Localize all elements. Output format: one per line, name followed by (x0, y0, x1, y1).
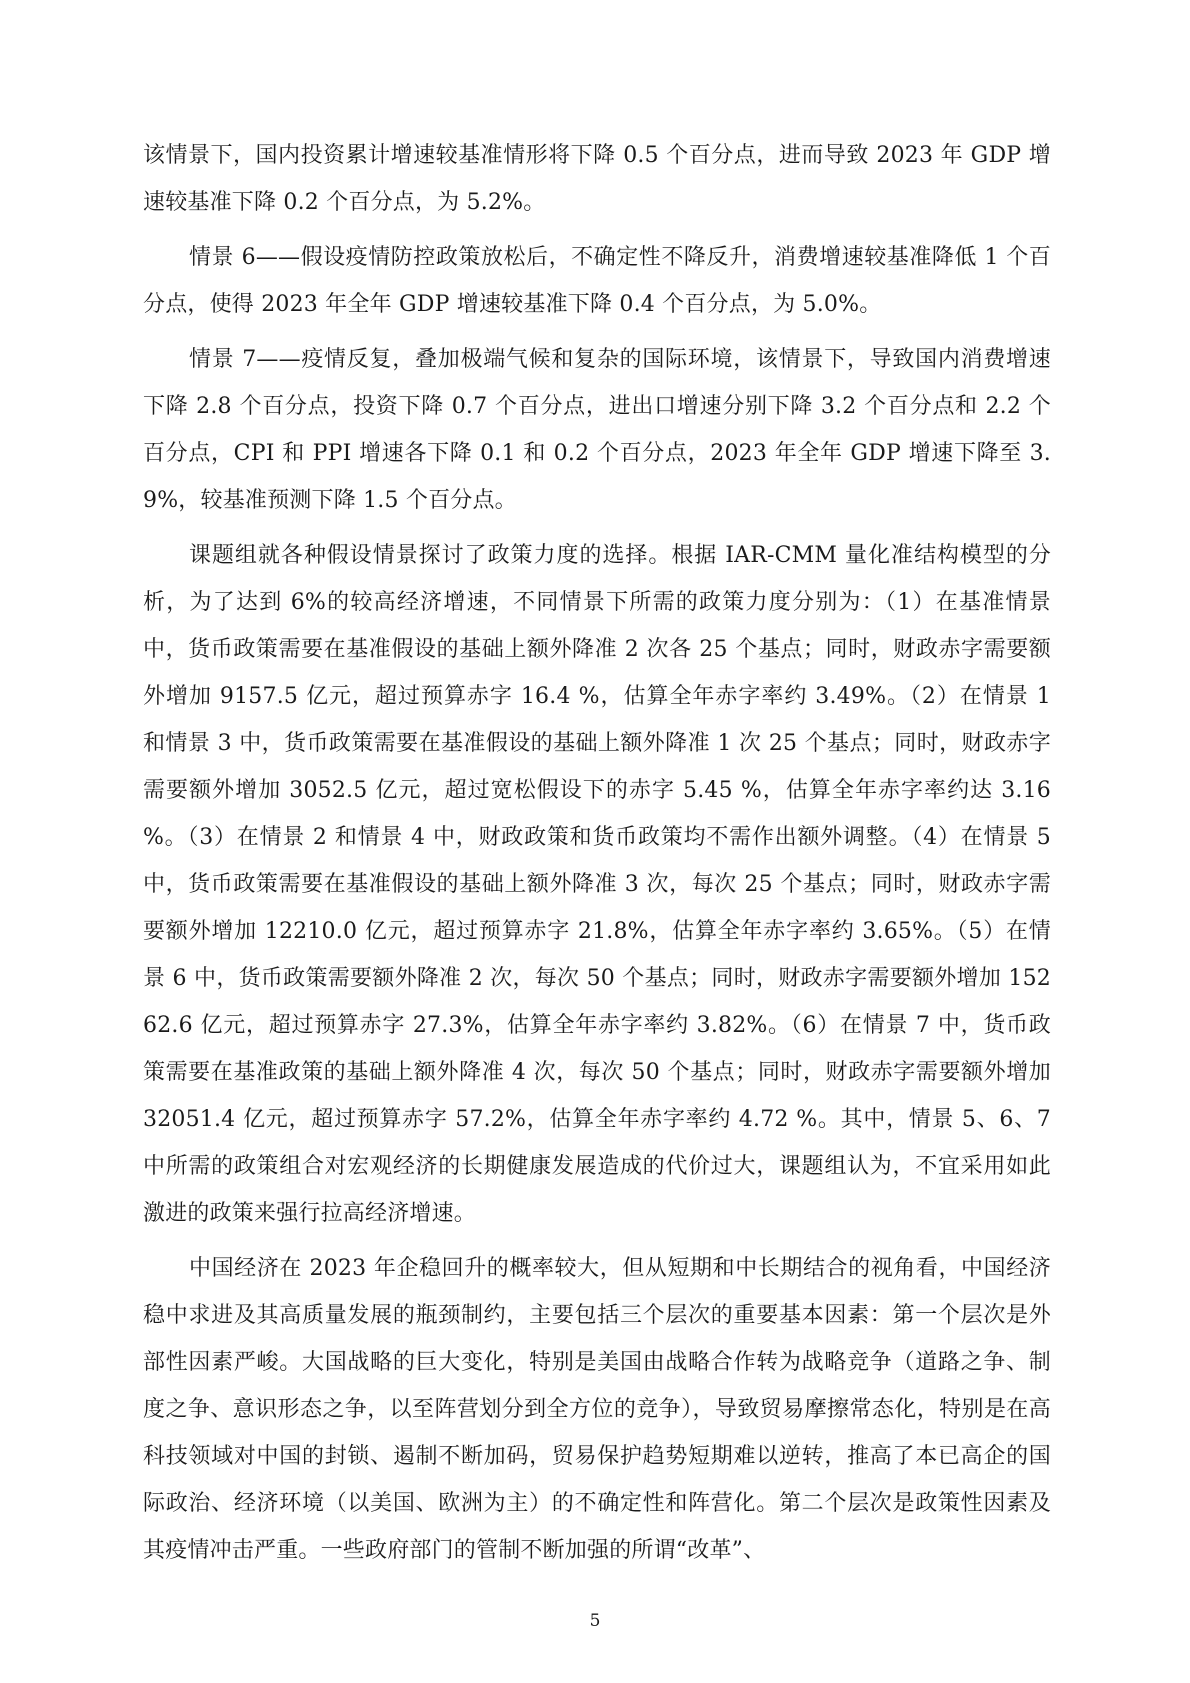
paragraph-scenario-7: 情景 7——疫情反复，叠加极端气候和复杂的国际环境，该情景下，导致国内消费增速下降 2.8 个百分点，投资下降 0.7 个百分点，进出口增速分别下降 3.2 个百分点和 2.2 个百分点，CPI 和 PPI 增速各下降 0.1 和 0.2 个百分点，2023 年全年 GDP 增速下降至 3.9%，较基准预测下降 1.5 个百分点。 (143, 347, 1051, 513)
paragraph-scenario-6: 情景 6——假设疫情防控政策放松后，不确定性不降反升，消费增速较基准降低 1 个百分点，使得 2023 年全年 GDP 增速较基准下降 0.4 个百分点，为 5.0%。 (143, 245, 1051, 317)
paragraph-economic-outlook: 中国经济在 2023 年企稳回升的概率较大，但从短期和中长期结合的视角看，中国经济稳中求进及其高质量发展的瓶颈制约，主要包括三个层次的重要基本因素：第一个层次是外部性因素严峻。大国战略的巨大变化，特别是美国由战略合作转为战略竞争（道路之争、制度之争、意识形态之争，以至阵营划分到全方位的竞争），导致贸易摩擦常态化，特别是在高科技领域对中国的封锁、遏制不断加码，贸易保护趋势短期难以逆转，推高了本已高企的国际政治、经济环境（以美国、欧洲为主）的不确定性和阵营化。第二个层次是政策性因素及其疫情冲击严重。一些政府部门的管制不断加强的所谓“改革”、 (143, 1256, 1051, 1563)
page-number: 5 (589, 1611, 601, 1631)
paragraph-continuation: 该情景下，国内投资累计增速较基准情形将下降 0.5 个百分点，进而导致 2023 年 GDP 增速较基准下降 0.2 个百分点，为 5.2%。 (143, 143, 1051, 215)
body-text (143, 132, 1051, 1582)
paragraph-policy-analysis: 课题组就各种假设情景探讨了政策力度的选择。根据 IAR-CMM 量化准结构模型的分析，为了达到 6%的较高经济增速，不同情景下所需的政策力度分别为：（1）在基准情景中，货币政策需要在基准假设的基础上额外降准 2 次各 25 个基点；同时，财政赤字需要额外增加 9157.5 亿元，超过预算赤字 16.4 %，估算全年赤字率约 3.49%。（2）在情景 1 和情景 3 中，货币政策需要在基准假设的基础上额外降准 1 次 25 个基点；同时，财政赤字需要额外增加 3052.5 亿元，超过宽松假设下的赤字 5.45 %，估算全年赤字率约达 3.16 %。（3）在情景 2 和情景 4 中，财政政策和货币政策均不需作出额外调整。（4）在情景 5 中，货币政策需要在基准假设的基础上额外降准 3 次，每次 25 个基点；同时，财政赤字需要额外增加 12210.0 亿元，超过预算赤字 21.8%，估算全年赤字率约 3.65%。（5）在情景 6 中，货币政策需要额外降准 2 次，每次 50 个基点；同时，财政赤字需要额外增加 15262.6 亿元，超过预算赤字 27.3%，估算全年赤字率约 3.82%。（6）在情景 7 中，货币政策需要在基准政策的基础上额外降准 4 次，每次 50 个基点；同时，财政赤字需要额外增加 32051.4 亿元，超过预算赤字 57.2%，估算全年赤字率约 4.72 %。其中，情景 5、6、7 中所需的政策组合对宏观经济的长期健康发展造成的代价过大，课题组认为，不宜采用如此激进的政策来强行拉高经济增速。 (143, 543, 1051, 1226)
